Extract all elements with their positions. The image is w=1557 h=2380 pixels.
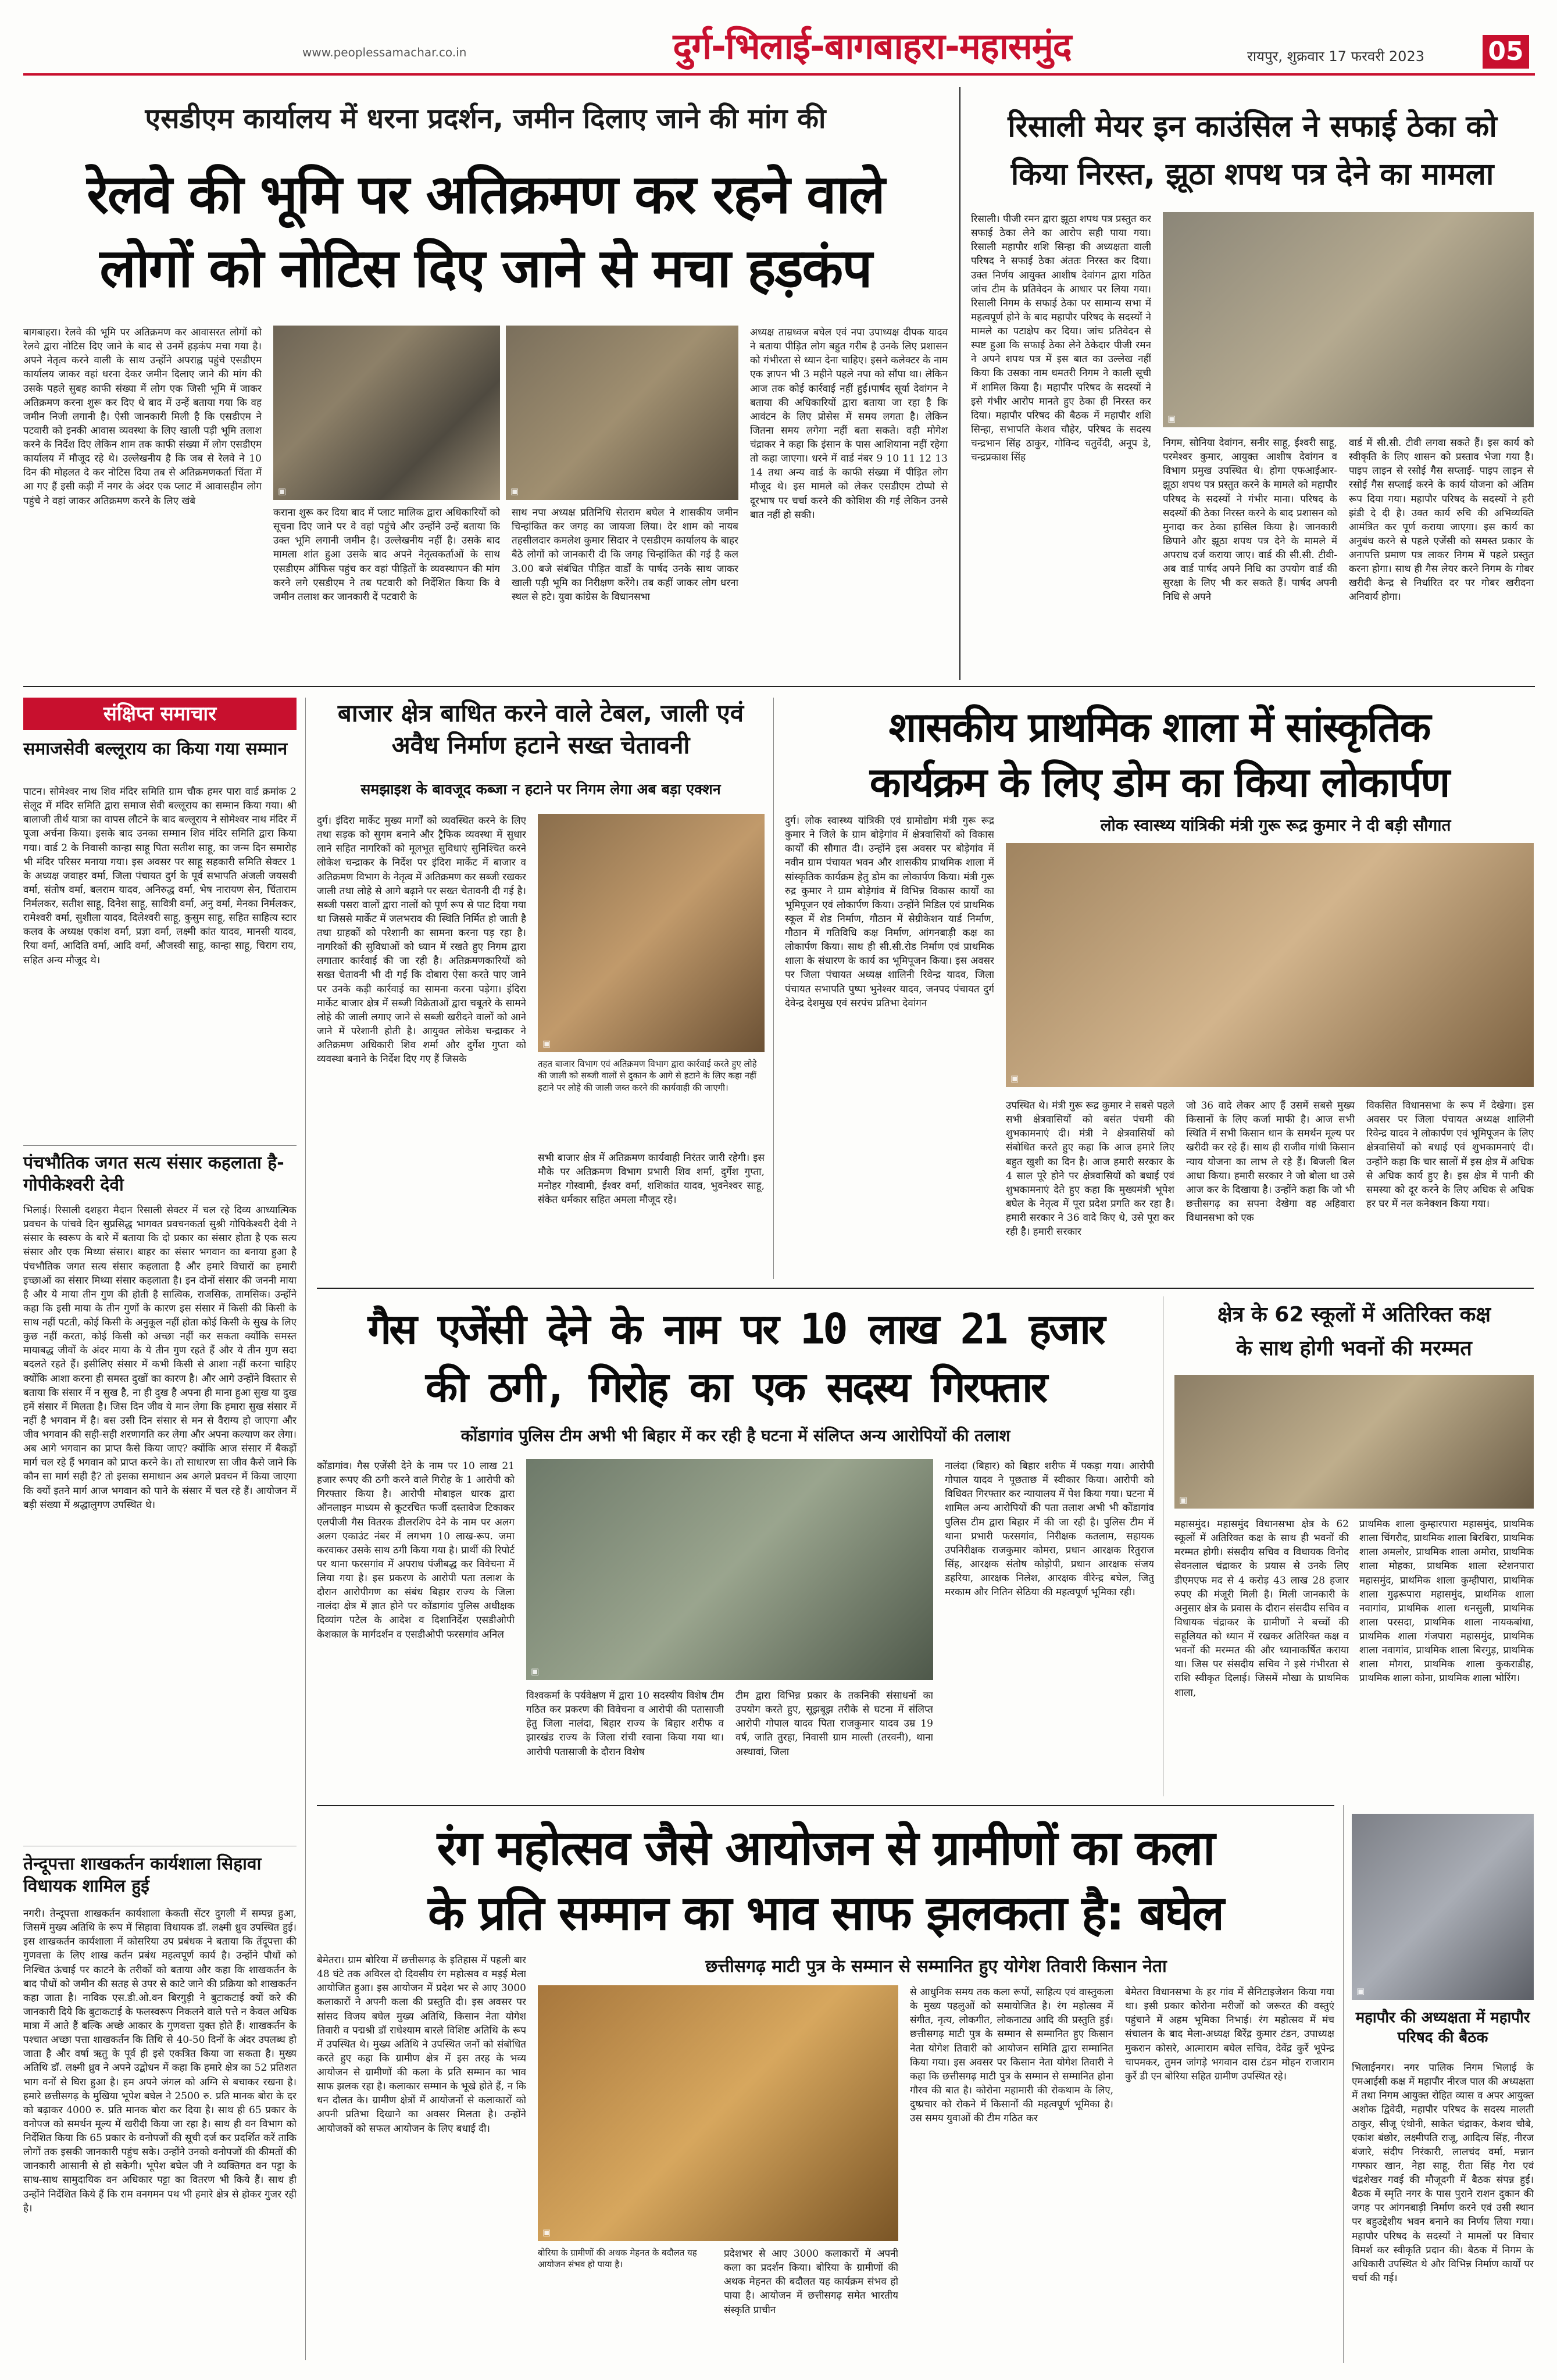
story5-col1: कोंडागांव। गैस एजेंसी देने के नाम पर 10 लाख 21 हजार रूपए की ठगी करने वाले गिरोह के 1 आरोपी को गिरफ्तार किया है। आरोपी मोबाइल धारक द्वारा ऑनलाइन माध्यम से कूटरचित फर्जी दस्तावेज टिकाकर एलपीजी गैस वितरक डीलरशिप देने के नाम पर अलग अलग एकाउंट नंबर में लगभग 10 लाख-रूप. जमा करवाकर उसके साथ ठगी किया गया है। प्रार्थी की रिपोर्ट पर थाना फरसगांव में अपराध पंजीबद्ध कर विवेचना में लिया गया है। इस प्रकरण के आरोपी पता तलाश के दौरान आरोपीगण का संबंध बिहार राज्य के जिला नालंदा क्षेत्र में ज्ञात होने पर कोंडागांव पुलिस अधीक्षक दिव्यांग पटेल के आदेश व दिशानिर्देश एसडीओपी केशकाल के मार्गदर्शन व एसडीओपी फरसगांव अनिल xyxy=(317,1460,515,1641)
brief1-text: पाटन। सोमेश्वर नाथ शिव मंदिर समिति ग्राम चौक हमर पारा वार्ड क्रमांक 2 सेलूद में मंदिर समिति द्वारा समाज सेवी बल्लूराय का सम्मान किया गया। श्री बालाजी तीर्थ यात्रा का वापस लौटने के बाद बल्लूराय ने सोमेश्वर नाथ मंदिर में पूजा अर्चना किया। इसके बाद उनका सम्मान शिव मंदिर समिति द्वारा किया गया। वार्ड 2 के निवासी कान्हा साहू पिता सतीश साहू, का जन्म दिन समारोह भी मंदिर परिसर मनाया गया। इस अवसर पर साहू सहकारी समिति सेक्टर 1 के अध्यक्ष जवाहर वर्मा, जिला पंचायत दुर्ग के पूर्व सभापति अंजली जयसवी वर्मा, संतोष वर्मा, बलराम यादव, अनिरुद्ध वर्मा, भेष नारायण सेन, चिंताराम निर्मलकर, सतीश साहू, दिनेश साहू, सावित्री वर्मा, अनु वर्मा, मेनका निर्मलकर, रामेश्वरी वर्मा, सुशीला यादव, दिलेश्वरी साहू, कुसुम साहू, सहित साहित्य स्टार कलव के अध्यक्ष एकांश वर्मा, प्रज्ञा वर्मा, लक्ष्मी कांत यादव, मानसी यादव, रिया वर्मा, आदिति वर्मा, आदि वर्मा, औजस्वी साहू, कान्हा साहू, चिराग राय, सहित अन्य मौजूद थे। xyxy=(23,786,297,966)
story4-photo-minister xyxy=(1006,843,1534,1087)
story-gas-agency-fraud xyxy=(317,1299,1154,1796)
story-mayor-council-meeting xyxy=(1352,1814,1534,2363)
story6-headline-line2: के साथ होगी भवनों की मरम्मत xyxy=(1236,1336,1472,1360)
story-market-encroachment xyxy=(317,698,765,1279)
story7-col1: बेमेतरा। ग्राम बोरिया में छत्तीसगढ़ के इतिहास में पहली बार 48 घंटे तक अविरल दो दिवसीय रंग महोत्सव व मड़ई मेला आयोजित हुआ। इस आयोजन में प्रदेश भर से आए 3000 कलाकारों ने अपनी कला की प्रस्तुति दी। इस अवसर पर सांसद विजय बघेल मुख्य अतिथि, किसान नेता योगेश तिवारी व पद्मश्री डॉ राधेश्याम बारले विशिष्ट अतिथि के रूप में उपस्थित थे। मुख्य अतिथि ने उपस्थित जनों को संबोधित करते हुए कहा कि ग्रामीण क्षेत्र में इस तरह के भव्य आयोजन से ग्रामीणों की कला के प्रति सम्मान का भाव साफ झलक रहा है। कलाकार सम्मान के भूखे होते हैं, न कि धन दौलत के। ग्रामीण क्षेत्रों में आयोजनों से कलाकारों को अपनी प्रतिभा दिखाने का अवसर मिलता है। उन्होंने आयोजकों को सफल आयोजन के लिए बधाई दी। xyxy=(317,1954,526,2135)
story7-headline-line2: के प्रति सम्मान का भाव साफ झलकता है: बघेल xyxy=(427,1886,1224,1941)
brief1-headline: समाजसेवी बल्लूराय का किया गया सम्मान xyxy=(23,739,288,759)
divider xyxy=(23,686,1535,687)
story1-col1: बागबाहरा। रेलवे की भूमि पर अतिक्रमण कर आवासरत लोगों को रेलवे द्वारा नोटिस दिए जाने के बाद से उनमें हड़कंप मचा गया है। अपने नेतृत्व करने वाली के साथ उन्होंने अपराह्न पहुंचे एसडीएम कार्यालय जाकर वहां धरना देकर जमीन दिलाए जाने की मांग की उसके पहले सुबह काफी संख्या में लोग एक जिसी भूमि में जाकर अतिक्रमण करना शुरू कर दिए थे बाद में उन्हें बताया गया कि वह जमीन निजी लगानी है। ऐसी जानकारी मिली है कि एसडीएम ने पटवारी को इनकी आवास व्यवस्था के लिए खाली पड़ी भूमि तलाश करने के निर्देश दिए लेकिन शाम तक काफी संख्या में लोग एसडीएम कार्यालय में मौजूद रहे थे। उल्लेखनीय है कि जब से रेलवे ने 10 दिन की मोहलत दे कर नोटिस दिया तब से अतिक्रमणकर्ता चिंता में आ गए हैं इसी कड़ी में नगर के अंदर एक प्लाट में आवासहीन लोग पहुंचे ने वहां जाकर अतिक्रमण करने के लिए खंबे xyxy=(23,327,262,507)
story5-col3: टीम द्वारा विभिन्न प्रकार के तकनिकी संसाधनों का उपयोग करते हुए, सूझबूझ तरीके से घटना में संलिप्त आरोपी गोपाल यादव पिता राजकुमार यादव उम्र 19 वर्ष, जाति तुरहा, निवासी ग्राम माल्ती (तरवनी), थाना अस्थावां, जिला xyxy=(735,1690,933,1758)
divider xyxy=(23,1145,297,1146)
story-62-schools xyxy=(1174,1299,1534,1796)
photo-icon: ▣ xyxy=(1179,1495,1188,1505)
story6-headline-line1: क्षेत्र के 62 स्कूलों में अतिरिक्त कक्ष xyxy=(1217,1303,1491,1327)
story1-photo-crowd xyxy=(506,326,738,500)
story-rang-mahotsav xyxy=(317,1814,1334,2366)
story4-col4: विकसित विधानसभा के रूप में देखेगा। इस अवसर पर जिला पंचायत अध्यक्ष शालिनी रिवेन्द्र यादव ने लोकार्पण एवं भूमिपूजन के लिए क्षेत्रवासियों को बधाई एवं शुभकामनाएं दी। उन्होंने कहा कि चार सालों में इस क्षेत्र में अधिक से अधिक कार्य हुए है। इस क्षेत्र में पानी की समस्या को दूर करने के लिए अधिक से अधिक हर घर में नल कनेक्शन किया गया। xyxy=(1366,1100,1534,1210)
story5-photo-police xyxy=(526,1459,933,1680)
story2-col1: रिसाली। पीजी रमन द्वारा झूठा शपथ पत्र प्रस्तुत कर सफाई ठेका लेने का आरोप सही पाया गया। रिसाली महापौर शशि सिन्हा की अध्यक्षता वाली परिषद ने सफाई ठेका अंततः निरस्त कर दिया। उक्त निर्णय आयुक्त आशीष देवांगन द्वारा गठित जांच टीम के प्रतिवेदन के आधार पर लिया गया। रिसाली निगम के सफाई ठेका पर सामान्य सभा में महत्वपूर्ण होने के बाद महापौर परिषद के सदस्यों ने मामले का पटाक्षेप कर दिया। जांच प्रतिवेदन से स्पष्ट हुआ कि सफाई ठेका लेने ठेकेदार पीजी रमन ने अपने शपथ पत्र में इस बात का उल्लेख नहीं किया कि उसका नाम धमतरी निगम ने काली सूची में शामिल किया है। महापौर परिषद के सदस्यों ने इसे गंभीर आरोप मानते हुए ठेका ही निरस्त कर दिया। महापौर परिषद की बैठक में महापौर शशि सिन्हा, सभापति केशव चौहेर, परिषद के सदस्य चन्द्रभान सिंह ठाकुर, गोविन्द चतुर्वेदी, अनूप डे, चन्द्रप्रकाश सिंह xyxy=(971,213,1151,464)
photo-icon: ▣ xyxy=(1356,1986,1365,1996)
divider xyxy=(959,87,960,680)
story7-col4: बेमेतरा विधानसभा के हर गांव में सैनिटाइजेशन किया गया था। इसी प्रकार कोरोना मरीजों को जरूरत की वस्तुएं पहुंचाने में अहम भूमिका निभाई। रंग महोत्सव में मंच संचालन के बाद मेला-अध्यक्ष बिरेंद्र कुमार टंडन, उपाध्यक्ष मुकरान कोसरे, आत्माराम बघेल सचिव, देवेंद्र कुर्रे भूपेन्द्र चापमकर, तुमन जांगड़े भगवान दास टंडन मोहन राजाराम कुर्रे डी एन बोरिया सहित ग्रामीण उपस्थित रहे। xyxy=(1125,1986,1334,2082)
story6-col1: महासमुंद। महासमुंद विधानसभा क्षेत्र के 62 स्कूलों में अतिरिक्त कक्ष के साथ ही भवनों की मरम्मत होगी। संसदीय सचिव व विधायक विनोद सेवनलाल चंद्राकर के प्रयास से उनके लिए डीएमएफ मद से 4 करोड़ 43 लाख 28 हजार रुपए की मंजूरी मिली है। मिली जानकारी के अनुसार क्षेत्र के प्रवास के दौरान संसदीय सचिव व विधायक चंद्राकर के ग्रामीणों ने बच्चों की सहूलियत को ध्यान में रखकर अतिरिक्त कक्ष व भवनों की मरम्मत की और ध्यानाकर्षित कराया था। जिस पर संसदीय सचिव ने इसे गंभीरता से राशि स्वीकृत दिलाई। जिसमें मौखा के प्राथमिक शाला, xyxy=(1174,1518,1349,1699)
divider xyxy=(305,698,306,2360)
photo-icon: ▣ xyxy=(278,486,287,496)
story4-col3: जो 36 वादे लेकर आए हैं उसमें सबसे मुख्य किसानों के लिए कर्जा माफी है। आज सभी स्थिति में सभी किसान धान के समर्थन मूल्य पर खरीदी कर रहे हैं। साथ ही राजीव गांधी किसान न्याय योजना का लाभ ले रहे हैं। बिजली बिल आधा किया। हमारी सरकार ने जो बोला था उसे आज कर के दिखाया है। उन्होंने कहा कि जो भी छत्तीसगढ़ का सपना देखेगा वह अहिवारा विधानसभा को एक xyxy=(1186,1100,1355,1224)
masthead xyxy=(0,0,1557,67)
story7-subhead: छत्तीसगढ़ माटी पुत्र के सम्मान से सम्मानित हुए योगेश तिवारी किसान नेता xyxy=(705,1956,1167,1977)
photo-icon: ▣ xyxy=(1010,1073,1019,1084)
page-number: 05 xyxy=(1483,35,1529,69)
brief3-text: नगरी। तेन्दूपत्ता शाखकर्तन कार्यशाला केकती सेंटर दुगली में सम्पन्न हुआ, जिसमें मुख्य अतिथि के रूप में सिहावा विधायक डॉ. लक्ष्मी ध्रुव उपस्थित हुई। इस शाखकर्तन कार्यशाला में कोसरिया उप प्रबंधक ने बताया कि तेंदूपत्ता की गुणवत्ता के लिए शाख कर्तन प्रबंध महत्वपूर्ण कार्य है। उन्होंने पौधों को निश्चित ऊंचाई पर काटने के तरीकों को बताया और कहा कि शाखकर्तन के बाद पौधों को जमीन की सतह से उपर से काटे जाने की प्रक्रिया को शाखकर्तन कहा जाता है। नाविक एस.डी.ओ.वन बिरगुड़ी ने बुटाकटाई क्यों करे की जानकारी दिये कि बुटाकटाई के फलस्वरूप निकलने वाले पत्ते न केवल अधिक मात्रा में आते हैं बल्कि अच्छे आकार के गुणवत्ता युक्त होते हैं। शाखकर्तन के पश्चात अच्छा पत्ता शाखकर्तन कि तिथि से 40-50 दिनों के अंदर उपलब्ध हो जाता है और वर्षा ऋतु के पूर्व ही इसे एकत्रित किया जा सकता है। मुख्य अतिथि डॉ. लक्ष्मी ध्रुव ने अपने उद्बोधन में कहा कि हमारे क्षेत्र का 52 प्रतिशत भाग वनों से घिरा हुआ है। हम अपने जंगल को अग्नि से बचाकर रखना है। हमारे छत्तीसगढ़ के मुखिया भूपेश बघेल ने 2500 रु. प्रति मानक बोरा के दर को बढ़ाकर 4000 रु. प्रति मानक बोरा कर दिया है। साथ ही 65 प्रकार के वनोपज को समर्थन मूल्य में खरीदी किया जा रहा है। साथ ही वन विभाग को निर्देशित किया कि 65 प्रकार के वनोपजों की सूची दर्ज कर प्रदर्शित करें ताकि लोगों तक इसकी जानकारी पहुंच सके। उन्होंने उनको वनोपजों की कीमतों की जानकारी आसानी से हो सकेगी। भूपेश बघेल जी ने व्यक्तिगत वन पट्टा के साथ-साथ सामुदायिक वन अधिकार पट्टा का वितरण भी किये हैं। साथ ही उन्होंने निर्देशित किये हैं कि राम वनगमन पथ भी हमारे क्षेत्र से होकर गुजर रही है। xyxy=(23,1908,297,2214)
dateline: रायपुर, शुक्रवार 17 फरवरी 2023 xyxy=(1247,48,1424,65)
divider xyxy=(317,1288,1534,1289)
story5-subhead: कोंडागांव पुलिस टीम अभी भी बिहार में कर रही है घटना में संलिप्त अन्य आरोपियों की तलाश xyxy=(460,1426,1010,1445)
story7-headline-line1: रंग महोत्सव जैसे आयोजन से ग्रामीणों का कला xyxy=(437,1821,1215,1876)
story1-col3: साथ नपा अध्यक्ष प्रतिनिधि सेतराम बघेल ने शासकीय जमीन चिन्हांकित कर जगह का जायजा लिया। देर शाम को नायब तहसीलदार कमलेश कुमार सिदार ने एसडीएम कार्यालय के बाहर बैठे लोगों को जानकारी दी कि जगह चिन्हांकित की गई है कल 3.00 बजे संबंधित पीड़ित वार्डों के पार्षद उनके साथ जाकर खाली पड़ी भूमि का निरीक्षण करेंगे। तब कहीं जाकर लोग धरना स्थल से हटे। युवा कांग्रेस के विधानसभा xyxy=(512,507,738,603)
story3-subhead: समझाइश के बावजूद कब्जा न हटाने पर निगम लेगा अब बड़ा एक्शन xyxy=(360,781,721,798)
masthead-rule xyxy=(23,73,1535,76)
story3-col1: दुर्ग। इंदिरा मार्केट मुख्य मार्गों को व्यवस्थित करने के लिए तथा सड़क को सुगम बनाने और ट्रैफिक व्यवस्था में सुधार लाने सहित नागरिकों को मूलभूत सुविधाएं सुनिश्चित करने लोकेश चन्द्राकर के निर्देश पर इंदिरा मार्केट में बाजार व अतिक्रमण विभाग के नेतृत्व में अतिक्रमण कर सब्जी रखकर जाली तथा लोहे से आगे बढ़ाने पर सख्त चेतावनी दी गई है। सब्जी पसरा वालों द्वारा नालों को पूर्ण रूप से पाट दिया गया था जिससे मार्केट में जलभराव की स्थिति निर्मित हो जाती है तथा ग्राहकों को परेशानी का सामना करना पड़ रहा है। नागरिकों की सुविधाओं को ध्यान में रखते हुए निगम द्वारा लगातार कार्रवाई की जा रही है। अतिक्रमणकारियों को सख्त चेतावनी भी दी गई कि दोबारा ऐसा करते पाए जाने पर उनके कड़ी कार्रवाई का सामना करना पड़ेगा। इंदिरा मार्केट बाजार क्षेत्र में सब्जी विक्रेताओं द्वारा चबूतरे के सामने लोहे की जाली लगाए जाने से सब्जी खरीदने वालों को आने जाने में परेशानी होती है। आयुक्त लोकेश चन्द्राकर ने अतिक्रमण अधिकारी शिव शर्मा और दुर्गेश गुप्ता को व्यवस्था बनाने के निर्देश दिए गए हैं जिसके xyxy=(317,815,526,1066)
story2-col2: निगम, सोनिया देवांगन, सनीर साहू, ईश्वरी साहू, परमेश्वर कुमार, आयुक्त आशीष देवांगन व विभाग प्रमुख उपस्थित थे। होगा एफआईआर- झूठा शपथ पत्र प्रस्तुत करने के मामले को महापौर परिषद के सदस्यों ने गंभीर माना। परिषद के सदस्यों की ठेका निरस्त करने के बाद प्रशासन को मुनादा कर ठेका हासिल किया है। जानकारी छिपाने और झूठा शपथ पत्र देने के मामले में अपराध दर्ज कराया जाए। वार्ड की सी.सी. टीवी-अब वार्ड पार्षद अपने निधि का उपयोग वार्ड की सुरक्षा के लिए भी कर सकते हैं। पार्षद अपनी निधि से अपने xyxy=(1163,437,1337,603)
briefs-section-label: संक्षिप्त समाचार xyxy=(23,698,297,730)
story4-headline-line2: कार्यक्रम के लिए डोम का किया लोकार्पण xyxy=(869,759,1449,806)
story5-headline-line2: की ठगी, गिरोह का एक सदस्य गिरफ्तार xyxy=(425,1363,1046,1411)
website-url[interactable]: www.peoplessamachar.co.in xyxy=(302,45,467,59)
story2-headline-line1: रिसाली मेयर इन काउंसिल ने सफाई ठेका को xyxy=(1008,109,1497,144)
brief3-headline: तेन्दूपत्ता शाखकर्तन कार्यशाला सिहावा विधायक शामिल हुई xyxy=(23,1854,262,1896)
briefs-column xyxy=(23,698,297,2360)
photo-icon: ▣ xyxy=(542,2227,551,2238)
story1-kicker: एसडीएम कार्यालय में धरना प्रदर्शन, जमीन दिलाए जाने की मांग की xyxy=(145,102,826,135)
story7-photo-caption: बोरिया के ग्रामीणों की अथक मेहनत के बदौलत यह आयोजन संभव हो पाया है। xyxy=(538,2247,697,2270)
story3-photo-caption: तहत बाजार विभाग एवं अतिक्रमण विभाग द्वारा कार्रवाई करते हुए लोहे की जाली को सब्जी वालों से दुकान के आगे से हटाने के लिए कहा नहीं हटाने पर लोहे की जाली जब्त करने की कार्यवाही की जाएगी। xyxy=(538,1059,757,1093)
photo-icon: ▣ xyxy=(531,1666,540,1677)
story7-photo-felicitation xyxy=(538,1985,898,2241)
story1-headline-line1: रेलवे की भूमि पर अतिक्रमण कर रहने वाले xyxy=(87,163,884,226)
story6-photo-schools xyxy=(1174,1375,1534,1509)
story8-text: भिलाईनगर। नगर पालिक निगम भिलाई के एमआईसी कक्ष में महापौर नीरज पाल की अध्यक्षता में तथा निगम आयुक्त रोहित व्यास व अपर आयुक्त अशोक द्विवेदी, महापौर परिषद के सदस्य मालती ठाकुर, सीजू एंथोनी, साकेत चंद्राकर, केशव चौबे, एकांश बंछोर, लक्ष्मीपति राजू, आदित्य सिंह, नीरज बंजारे, संदीप निरंकारी, लालचंद वर्मा, मन्नान गफ्फार खान, नेहा साहू, रीता सिंह गेरा एवं चंद्रशेखर गवई की मौजूदगी में बैठक संपन्न हुई। बैठक में स्मृति नगर के पास पुराने राशन दुकान की जगह पर आंगनबाड़ी निर्माण करने एवं उसी स्थान पर बहुउद्देशीय भवन बनाने का निर्णय लिया गया। महापौर परिषद के सदस्यों ने मामलों पर विचार विमर्श कर स्वीकृति प्रदान की। बैठक में निगम के अधिकारी उपस्थित थे और विभिन्न निर्माण कार्यों पर चर्चा की गई। xyxy=(1352,2062,1534,2284)
story2-photo-meeting xyxy=(1163,212,1534,427)
story3-photo-market xyxy=(538,814,765,1052)
story4-col2: उपस्थित थे। मंत्री गुरू रूद्र कुमार ने सबसे पहले सभी क्षेत्रवासियों को बसंत पंचमी की शुभकामनाएं दी। मंत्री ने क्षेत्रवासियों को संबोधित करते हुए कहा कि आज हमारे लिए बहुत खुशी का दिन है। आज हमारी सरकार के 4 साल पूरे होने पर क्षेत्रवासियों को बधाई एवं शुभकामनाएं देते हुए कहा कि मुख्यमंत्री भूपेश बघेल के नेतृत्व में पूरा प्रदेश प्रगति कर रहा है। हमारी सरकार ने 36 वादे किए थे, उसे पूरा कर रही है। हमारी सरकार xyxy=(1006,1100,1174,1238)
story-school-dome xyxy=(785,698,1534,1279)
brief2-headline: पंचभौतिक जगत सत्य संसार कहलाता है-गोपीकेश्वरी देवी xyxy=(23,1153,284,1195)
story8-photo-meeting xyxy=(1352,1814,1534,2000)
story-railway-encroachment xyxy=(23,87,948,680)
story5-col4: नालंदा (बिहार) को बिहार शरीफ में पकड़ा गया। आरोपी गोपाल यादव ने पूछताछ में स्वीकार किया। आरोपी को विधिवत गिरफ्तार कर न्यायालय में पेश किया गया। घटना में शामिल अन्य आरोपियों की पता तलाश अभी भी कोंडागांव पुलिस टीम द्वारा बिहार में की जा रही है। पुलिस टीम में थाना प्रभारी फरसगांव, निरीक्षक कतलाम, सहायक उपनिरीक्षक राजकुमार कोमरा, प्रधान आरक्षक रितुराज सिंह, आरक्षक संतोष कोड़ोपी, प्रधान आरक्षक संजय डहरिया, आरक्षक निलेश, आरक्षक वीरेन्द्र बघेल, जितु मरकाम और नितिन सेठिया की महत्वपूर्ण भूमिका रही। xyxy=(945,1460,1154,1599)
story7-col2: प्रदेशभर से आए 3000 कलाकारों में अपनी कला का प्रदर्शन किया। बोरिया के ग्रामीणों की अथक मेहनत की बदौलत यह कार्यक्रम संभव हो पाया है। आयोजन में छत्तीसगढ़ समेत भारतीय संस्कृति प्राचीन xyxy=(724,2248,898,2316)
story3-col2: सभी बाजार क्षेत्र में अतिक्रमण कार्यवाही निरंतर जारी रहेगी। इस मौके पर अतिक्रमण विभाग प्रभारी शिव शर्मा, दुर्गेश गुप्ता, मनोहर गोस्वामी, ईश्वर वर्मा, शशिकांत यादव, भुवनेश्वर साहू, संकेत धर्मकार सहित अमला मौजूद रहे। xyxy=(538,1152,765,1206)
divider xyxy=(317,1805,1334,1806)
story2-col3: वार्ड में सी.सी. टीवी लगवा सकते हैं। इस कार्य को स्वीकृति के लिए शासन को प्रस्ताव भेजा गया है। पाइप लाइन से रसोई गैस सप्लाई- पाइप लाइन से रसोई गैस सप्लाई करने के कार्य योजना को अंतिम रूप दिया गया। महापौर परिषद के सदस्यों ने हरी झंडी दे दी है। उक्त कार्य रुचि की अभिव्यक्ति आमंत्रित कर पूर्ण कराया जाएगा। इस कार्य का अनुबंध करने से पहले एजेंसी को समस्त प्रकार के अनापत्ति प्रमाण पत्र लाकर निगम में पहले प्रस्तुत करना होगा। साथ ही गैस लेयर करने निगम के गोबर खरीदी केन्द्र से निर्धारित दर पर गोबर खरीदना अनिवार्य होगा। xyxy=(1349,437,1534,603)
section-title: दुर्ग-भिलाई-बागबाहरा-महासमुंद xyxy=(673,25,1072,67)
story3-headline: बाजार क्षेत्र बाधित करने वाले टेबल, जाली एवं अवैध निर्माण हटाने सख्त चेतावनी xyxy=(337,699,744,759)
story5-headline-line1: गैस एजेंसी देने के नाम पर 10 लाख 21 हजार xyxy=(367,1305,1104,1353)
story4-col1: दुर्ग। लोक स्वास्थ्य यांत्रिकी एवं ग्रामोद्योग मंत्री गुरू रूद्र कुमार ने जिले के ग्राम बोड़ेगांव में क्षेत्रवासियों को विकास कार्यों की सौगात दी। उन्होंने इस अवसर पर बोड़ेगांव में नवीन ग्राम पंचायत भवन और शासकीय प्राथमिक शाला में सांस्कृतिक कार्यक्रम हेतु डोम का लोकार्पण किया। मंत्री गुरू रुद्र कुमार ने ग्राम बोड़ेगांव में विभिन्न विकास कार्यों का भूमिपूजन एवं लोकार्पण किया। उन्होंने मिडिल एवं प्राथमिक स्कूल में शेड निर्माण, गौठान में सेग्रीकेशन यार्ड निर्माण, गौठान में गतिविधि कक्ष निर्माण, आंगनबाड़ी कक्ष का लोकार्पण किया। साथ ही सी.सी.रोड निर्माण एवं प्राथमिक शाला के संधारण के कार्य का भूमिपूजन किया। इस अवसर पर जिला पंचायत अध्यक्ष शालिनी रिवेन्द्र यादव, जिला पंचायत सभापति पुष्पा भुनेश्वर यादव, जनपद पंचायत दुर्ग देवेन्द्र देशमुख एवं सरपंच प्रतिभा देवांगन xyxy=(785,815,994,1009)
photo-icon: ▣ xyxy=(510,486,519,496)
story1-headline-line2: लोगों को नोटिस दिए जाने से मचा हड़कंप xyxy=(99,237,872,299)
brief2-text: भिलाई। रिसाली दशहरा मैदान रिसाली सेक्टर में चल रहे दिव्य आध्यात्मिक प्रवचन के पांचवे दिन सुप्रसिद्ध भागवत प्रवचनकर्ता सुश्री गोपिकेश्वरी देवी ने संसार के स्वरूप के बारे में बताया कि दो प्रकार का संसार होता है एक सत्य संसार और एक मिथ्या संसार। बाहर का संसार भगवान का बनाया हुआ है पंचभौतिक जगत सत्य संसार कहलाता है और हमारे विचारों का हमारी इच्छाओं का संसार मिथ्या संसार कहलाता है। इन दोनों संसार की जननी माया है और ये माया तीन गुण की होती है सात्विक, राजसिक, तामसिक। उन्होंने कहा कि इसी माया के तीन गुणों के कारण इस संसार में किसी की किसी के साथ नहीं पटती, कोई किसी के अनुकूल नहीं होता कोई किसी के सुख के लिए कुछ नहीं करता, कोई किसी को अच्छा नहीं कर सकता क्योंकि समस्त मायाबद्ध जीवों के अंदर माया के ये तीन गुण रहते हैं और ये तीन गुण सदा बदलते रहते हैं। इसीलिए संसार में कभी किसी से आशा नहीं करना चाहिए क्योंकि आशा करना ही समस्त दुखों का कारण है। और आगे उन्होंने विस्तार से बताया कि संसार में न सुख है, ना ही दुख है अपना ही माना हुआ सुख या दुख हमें संसार में मिलता है। जिस दिन जीव ये मान लेगा कि हमारा सुख संसार में नहीं है भगवान में है। बस उसी दिन संसार से मन से वैराग्य हो जाएगा और जीव भगवान की सही-सही शरणागति कर लेगा और अपना कल्याण कर लेगा। अब आगे भगवान का प्राप्त कैसे किया जाए? क्योंकि आज संसार में बैकड़ों मार्ग चल रहे हैं भगवान को प्राप्त करने के। तो साधारण सा जीव कैसे जाने कि कौन सा मार्ग सही है? तो इसका समाधान अब अगले प्रवचन में किया जाएगा कि क्यों इतने मार्ग आज भगवान को पाने के संसार में चल रहे हैं। आयोजन में बड़ी संख्या में श्रद्धालुगण उपस्थित थे। xyxy=(23,1205,297,1511)
story5-col2: विश्वकर्मा के पर्यवेक्षण में द्वारा 10 सदस्यीय विशेष टीम गठित कर प्रकरण की विवेचना व आरोपी की पतासाजी हेतु जिला नालंदा, बिहार राज्य के बिहार शरीफ व झारखंड राज्य के जिला रांची रवाना किया गया था। आरोपी पतासाजी के दौरान विशेष xyxy=(526,1690,724,1758)
story7-col3: से आधुनिक समय तक कला रूपों, साहित्य एवं वास्तुकला के मुख्य पहलुओं को समायोजित है। रंग महोत्सव में संगीत, नृत्य, लोकगीत, लोकनाट्य आदि की प्रस्तुति हुई। छत्तीसगढ़ माटी पुत्र के सम्मान से सम्मानित हुए किसान नेता योगेश तिवारी को आयोजन समिति द्वारा सम्मानित किया गया। इस अवसर पर किसान नेता योगेश तिवारी ने कहा कि छत्तीसगढ़ माटी पुत्र के सम्मान से सम्मानित होना गौरव की बात है। कोरोना महामारी की रोकथाम के लिए, दुष्प्रचार को रोकने में किसानों की महत्वपूर्ण भूमिका है। उस समय युवाओं की टीम गठित कर xyxy=(910,1986,1113,2125)
story1-col2: कराना शुरू कर दिया बाद में प्लाट मालिक द्वारा अधिकारियों को सूचना दिए जाने पर वे वहां पहुंचे और उन्होंने उन्हें बताया कि उक्त भूमि लगानी जमीन है। उल्लेखनीय नहीं है। उसके बाद मामला शांत हुआ उसके बाद अपने नेतृत्वकर्ताओं के साथ एसडीएम ऑफिस पहुंच कर वहां पीड़ितों के व्यवस्थापन की मांग करने लगे एसडीएम ने तब पटवारी को निर्देशित किया कि वे जमीन तलाश कर जानकारी दें पटवारी के xyxy=(273,507,500,603)
photo-icon: ▣ xyxy=(542,1038,551,1049)
story2-headline-line2: किया निरस्त, झूठा शपथ पत्र देने का मामला xyxy=(1010,157,1494,192)
story1-photo-protest xyxy=(273,326,500,500)
story-risali-contract xyxy=(971,87,1534,680)
divider xyxy=(1343,1805,1344,2363)
story4-subhead: लोक स्वास्थ्य यांत्रिकी मंत्री गुरू रूद्र कुमार ने दी बड़ी सौगात xyxy=(1100,816,1451,835)
story8-headline: महापौर की अध्यक्षता में महापौर परिषद की बैठक xyxy=(1355,2009,1530,2046)
story4-headline-line1: शासकीय प्राथमिक शाला में सांस्कृतिक xyxy=(888,703,1430,751)
story1-col4: अध्यक्ष ताम्रध्वज बघेल एवं नपा उपाध्यक्ष दीपक यादव ने बताया पीड़ित लोग बहुत गरीब है उनके लिए प्रशासन को गंभीरता से ध्यान देना चाहिए। इसने कलेक्टर के नाम एक ज्ञापन भी 3 महीने पहले नपा को सौंपा था। लेकिन आज तक कोई कार्रवाई नहीं हुई।पार्षद सूर्या देवांगन ने बताया की अधिकारियों द्वारा बताया जा रहा है कि आवंटन के लिए प्रोसेस में समय लगता है। लेकिन जितना समय लगेगा नहीं बता सकते। वही मोगेश चंद्राकर ने कहा कि इंसान के पास आशियाना नहीं रहेगा तो कहा जाएगा। धरने में वार्ड नंबर 9 10 11 12 13 14 तथा अन्य वार्ड के काफी संख्या में पीड़ित लोग मौजूद थे। इस मामले को लेकर एसडीएम टोप्पो से दूरभाष पर चर्चा करने की कोशिश की गई लेकिन उनसे बात नहीं हो सकी। xyxy=(750,327,948,521)
story6-col2: प्राथमिक शाला कुम्हारपारा महासमुंद, प्राथमिक शाला चिंगरौद, प्राथमिक शाला बिरबिरा, प्राथमिक शाला अमलोर, प्राथमिक शाला अमोरा, प्राथमिक शाला मोहका, प्राथमिक शाला स्टेशनपारा महासमुंद, प्राथमिक शाला कुम्हीपारा, प्राथमिक शाला गुढ़रूपारा महासमुंद, प्राथमिक शाला नवागांव, प्राथमिक शाला धनसुली, प्राथमिक शाला परसदा, प्राथमिक शाला नायकबांधा, प्राथमिक शाला गंजपारा महासमुंद, प्राथमिक शाला नवागांव, प्राथमिक शाला बिरगुड़, प्राथमिक शाला मौगरा, प्राथमिक शाला कुकराडीह, प्राथमिक शाला कोना, प्राथमिक शाला भोरिंग। xyxy=(1359,1518,1534,1685)
divider xyxy=(773,698,774,1279)
photo-icon: ▣ xyxy=(1167,413,1176,424)
